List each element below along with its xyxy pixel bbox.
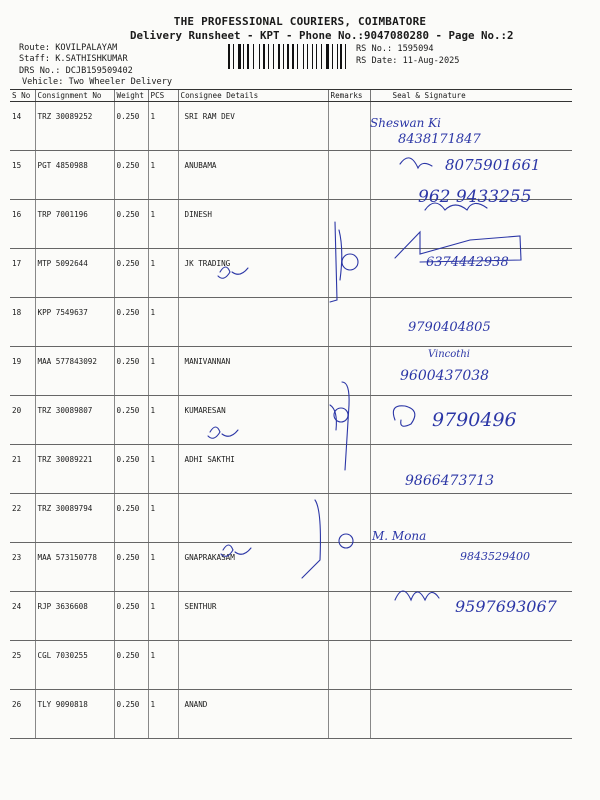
row-consignee: ADHI SAKTHI bbox=[178, 445, 328, 494]
sign-r21-phone: 9790496 bbox=[432, 409, 517, 431]
row-weight: 0.250 bbox=[114, 151, 148, 200]
barcode-bar bbox=[299, 44, 302, 69]
table-row bbox=[10, 445, 572, 494]
barcode-bar bbox=[316, 44, 317, 69]
col-sno: S No bbox=[10, 90, 35, 102]
row-consignment: TRZ 30089807 bbox=[35, 396, 114, 445]
barcode-bar bbox=[292, 44, 294, 69]
table-row bbox=[10, 347, 572, 396]
row-weight: 0.250 bbox=[114, 543, 148, 592]
sign-r20-phone: 9600437038 bbox=[400, 368, 490, 384]
barcode-bar bbox=[323, 44, 325, 69]
row-consignee: KUMARESAN bbox=[178, 396, 328, 445]
row-remarks bbox=[328, 494, 370, 543]
row-weight: 0.250 bbox=[114, 249, 148, 298]
sign-r17-phone: 6374442938 bbox=[426, 255, 509, 270]
row-weight: 0.250 bbox=[114, 102, 148, 151]
barcode-bar bbox=[314, 44, 315, 69]
row-consignment: TRZ 30089221 bbox=[35, 445, 114, 494]
barcode-bar bbox=[278, 44, 280, 69]
barcode-bar bbox=[261, 44, 262, 69]
row-consignment: KPP 7549637 bbox=[35, 298, 114, 347]
table-row bbox=[10, 641, 572, 690]
row-pcs: 1 bbox=[148, 249, 178, 298]
barcode-bar bbox=[266, 44, 267, 69]
barcode-bar bbox=[321, 44, 322, 69]
barcode-bar bbox=[343, 44, 344, 69]
col-remarks: Remarks bbox=[328, 90, 370, 102]
barcode bbox=[228, 44, 350, 69]
row-consignee bbox=[178, 641, 328, 690]
barcode-bar bbox=[273, 44, 274, 69]
row-remarks bbox=[328, 347, 370, 396]
sign-r16-phone: 962 9433255 bbox=[418, 187, 532, 207]
barcode-bar bbox=[297, 44, 298, 69]
barcode-bar bbox=[332, 44, 333, 69]
row-pcs: 1 bbox=[148, 592, 178, 641]
row-remarks bbox=[328, 200, 370, 249]
row-consignment: MAA 577843092 bbox=[35, 347, 114, 396]
col-consignee: Consignee Details bbox=[178, 90, 328, 102]
row-signature bbox=[370, 641, 572, 690]
barcode-bar bbox=[347, 44, 349, 69]
row-pcs: 1 bbox=[148, 445, 178, 494]
barcode-bar bbox=[295, 44, 296, 69]
barcode-bar bbox=[268, 44, 269, 69]
col-consignment: Consignment No bbox=[35, 90, 114, 102]
row-consignee: MANIVANNAN bbox=[178, 347, 328, 396]
row-sno: 18 bbox=[10, 298, 35, 347]
barcode-bar bbox=[334, 44, 336, 69]
row-signature bbox=[370, 200, 572, 249]
row-pcs: 1 bbox=[148, 347, 178, 396]
barcode-bar bbox=[228, 44, 230, 69]
rs-number: RS No.: 1595094 bbox=[356, 44, 434, 54]
table-row bbox=[10, 396, 572, 445]
row-sno: 24 bbox=[10, 592, 35, 641]
barcode-bar bbox=[242, 44, 243, 69]
barcode-bar bbox=[303, 44, 304, 69]
row-remarks bbox=[328, 151, 370, 200]
barcode-bar bbox=[263, 44, 265, 69]
barcode-bar bbox=[290, 44, 291, 69]
vehicle-text: Vehicle: Two Wheeler Delivery bbox=[22, 77, 173, 87]
col-pcs: PCS bbox=[148, 90, 178, 102]
row-consignee: ANAND bbox=[178, 690, 328, 739]
row-signature bbox=[370, 396, 572, 445]
table-row bbox=[10, 690, 572, 739]
rs-date: RS Date: 11-Aug-2025 bbox=[356, 56, 460, 66]
row-weight: 0.250 bbox=[114, 396, 148, 445]
barcode-bar bbox=[247, 44, 249, 69]
company-title: THE PROFESSIONAL COURIERS, COIMBATORE bbox=[173, 15, 427, 28]
barcode-bar bbox=[330, 44, 331, 69]
row-pcs: 1 bbox=[148, 396, 178, 445]
row-sno: 26 bbox=[10, 690, 35, 739]
sign-r15-phone: 8075901661 bbox=[445, 156, 541, 174]
route-text: Route: KOVILPALAYAM bbox=[19, 43, 118, 53]
row-sno: 21 bbox=[10, 445, 35, 494]
row-remarks bbox=[328, 249, 370, 298]
barcode-bar bbox=[281, 44, 282, 69]
barcode-bar bbox=[338, 44, 339, 69]
row-consignee: ANUBAMA bbox=[178, 151, 328, 200]
sign-r26-phone: 9597693067 bbox=[455, 597, 557, 616]
table-row bbox=[10, 102, 572, 151]
barcode-bar bbox=[285, 44, 286, 69]
row-remarks bbox=[328, 445, 370, 494]
row-consignee: SRI RAM DEV bbox=[178, 102, 328, 151]
barcode-bar bbox=[255, 44, 258, 69]
barcode-bar bbox=[283, 44, 284, 69]
row-signature bbox=[370, 543, 572, 592]
row-signature bbox=[370, 592, 572, 641]
row-signature bbox=[370, 445, 572, 494]
runsheet-subtitle: Delivery Runsheet - KPT - Phone No.:9047080280 - Page No.:2 bbox=[130, 29, 514, 42]
row-signature bbox=[370, 494, 572, 543]
row-sno: 16 bbox=[10, 200, 35, 249]
barcode-bar bbox=[326, 44, 329, 69]
row-consignee: SENTHUR bbox=[178, 592, 328, 641]
col-signature: Seal & Signature bbox=[370, 90, 572, 102]
row-remarks bbox=[328, 690, 370, 739]
row-pcs: 1 bbox=[148, 298, 178, 347]
barcode-bar bbox=[231, 44, 232, 69]
drs-number: DRS No.: DCJB159509402 bbox=[19, 66, 133, 76]
row-signature bbox=[370, 102, 572, 151]
row-sno: 23 bbox=[10, 543, 35, 592]
barcode-bar bbox=[275, 44, 278, 69]
barcode-bar bbox=[245, 44, 246, 69]
row-weight: 0.250 bbox=[114, 445, 148, 494]
barcode-bar bbox=[259, 44, 260, 69]
row-sno: 22 bbox=[10, 494, 35, 543]
row-pcs: 1 bbox=[148, 641, 178, 690]
row-sno: 25 bbox=[10, 641, 35, 690]
barcode-bar bbox=[318, 44, 320, 69]
row-remarks bbox=[328, 543, 370, 592]
row-consignee bbox=[178, 494, 328, 543]
row-signature bbox=[370, 298, 572, 347]
row-consignment: MAA 573150778 bbox=[35, 543, 114, 592]
row-consignment: CGL 7030255 bbox=[35, 641, 114, 690]
row-weight: 0.250 bbox=[114, 690, 148, 739]
barcode-bar bbox=[340, 44, 342, 69]
row-weight: 0.250 bbox=[114, 592, 148, 641]
row-consignee: GNAPRAKASAM bbox=[178, 543, 328, 592]
barcode-bar bbox=[250, 44, 252, 69]
row-consignment: TRP 7001196 bbox=[35, 200, 114, 249]
table-row bbox=[10, 249, 572, 298]
barcode-bar bbox=[309, 44, 311, 69]
row-pcs: 1 bbox=[148, 494, 178, 543]
row-consignee: DINESH bbox=[178, 200, 328, 249]
table-row bbox=[10, 151, 572, 200]
row-sno: 19 bbox=[10, 347, 35, 396]
barcode-bar bbox=[235, 44, 237, 69]
row-weight: 0.250 bbox=[114, 347, 148, 396]
table-row bbox=[10, 200, 572, 249]
table-header-row bbox=[10, 90, 572, 102]
barcode-bar bbox=[307, 44, 309, 69]
barcode-bar bbox=[270, 44, 272, 69]
sign-r14-phone: 8438171847 bbox=[398, 132, 481, 147]
runsheet-table bbox=[10, 89, 572, 739]
table-row bbox=[10, 543, 572, 592]
row-weight: 0.250 bbox=[114, 494, 148, 543]
sign-r20-name: Vincothi bbox=[428, 349, 470, 360]
sign-r19-phone: 9790404805 bbox=[408, 320, 491, 335]
row-pcs: 1 bbox=[148, 543, 178, 592]
row-sno: 14 bbox=[10, 102, 35, 151]
row-remarks bbox=[328, 102, 370, 151]
barcode-bar bbox=[243, 44, 244, 69]
barcode-bar bbox=[253, 44, 254, 69]
barcode-bar bbox=[287, 44, 289, 69]
row-consignment: TRZ 30089794 bbox=[35, 494, 114, 543]
row-consignment: TLY 9090818 bbox=[35, 690, 114, 739]
barcode-bar bbox=[337, 44, 338, 69]
row-pcs: 1 bbox=[148, 200, 178, 249]
row-consignee bbox=[178, 298, 328, 347]
row-signature bbox=[370, 690, 572, 739]
row-consignee: JK TRADING bbox=[178, 249, 328, 298]
row-pcs: 1 bbox=[148, 102, 178, 151]
row-sno: 20 bbox=[10, 396, 35, 445]
row-sno: 15 bbox=[10, 151, 35, 200]
barcode-bar bbox=[305, 44, 306, 69]
sign-r25-name: M. Mona bbox=[372, 529, 427, 543]
row-weight: 0.250 bbox=[114, 641, 148, 690]
table-row bbox=[10, 298, 572, 347]
row-sno: 17 bbox=[10, 249, 35, 298]
barcode-bar bbox=[312, 44, 313, 69]
table-row bbox=[10, 592, 572, 641]
row-remarks bbox=[328, 396, 370, 445]
sign-r14-name: Sheswan Ki bbox=[370, 116, 441, 130]
sign-r25-phone: 9843529400 bbox=[460, 550, 530, 563]
row-consignment: TRZ 30089252 bbox=[35, 102, 114, 151]
row-weight: 0.250 bbox=[114, 200, 148, 249]
row-remarks bbox=[328, 298, 370, 347]
col-weight: Weight bbox=[114, 90, 148, 102]
row-signature bbox=[370, 347, 572, 396]
row-pcs: 1 bbox=[148, 690, 178, 739]
row-remarks bbox=[328, 592, 370, 641]
row-remarks bbox=[328, 641, 370, 690]
row-consignment: RJP 3636608 bbox=[35, 592, 114, 641]
row-pcs: 1 bbox=[148, 151, 178, 200]
row-weight: 0.250 bbox=[114, 298, 148, 347]
row-consignment: MTP 5092644 bbox=[35, 249, 114, 298]
sign-r23-phone: 9866473713 bbox=[405, 473, 495, 489]
table-row bbox=[10, 494, 572, 543]
row-signature bbox=[370, 249, 572, 298]
barcode-bar bbox=[233, 44, 234, 69]
barcode-bar bbox=[345, 44, 346, 69]
staff-text: Staff: K.SATHISHKUMAR bbox=[19, 54, 128, 64]
row-consignment: PGT 4850988 bbox=[35, 151, 114, 200]
row-signature bbox=[370, 151, 572, 200]
barcode-bar bbox=[238, 44, 241, 69]
